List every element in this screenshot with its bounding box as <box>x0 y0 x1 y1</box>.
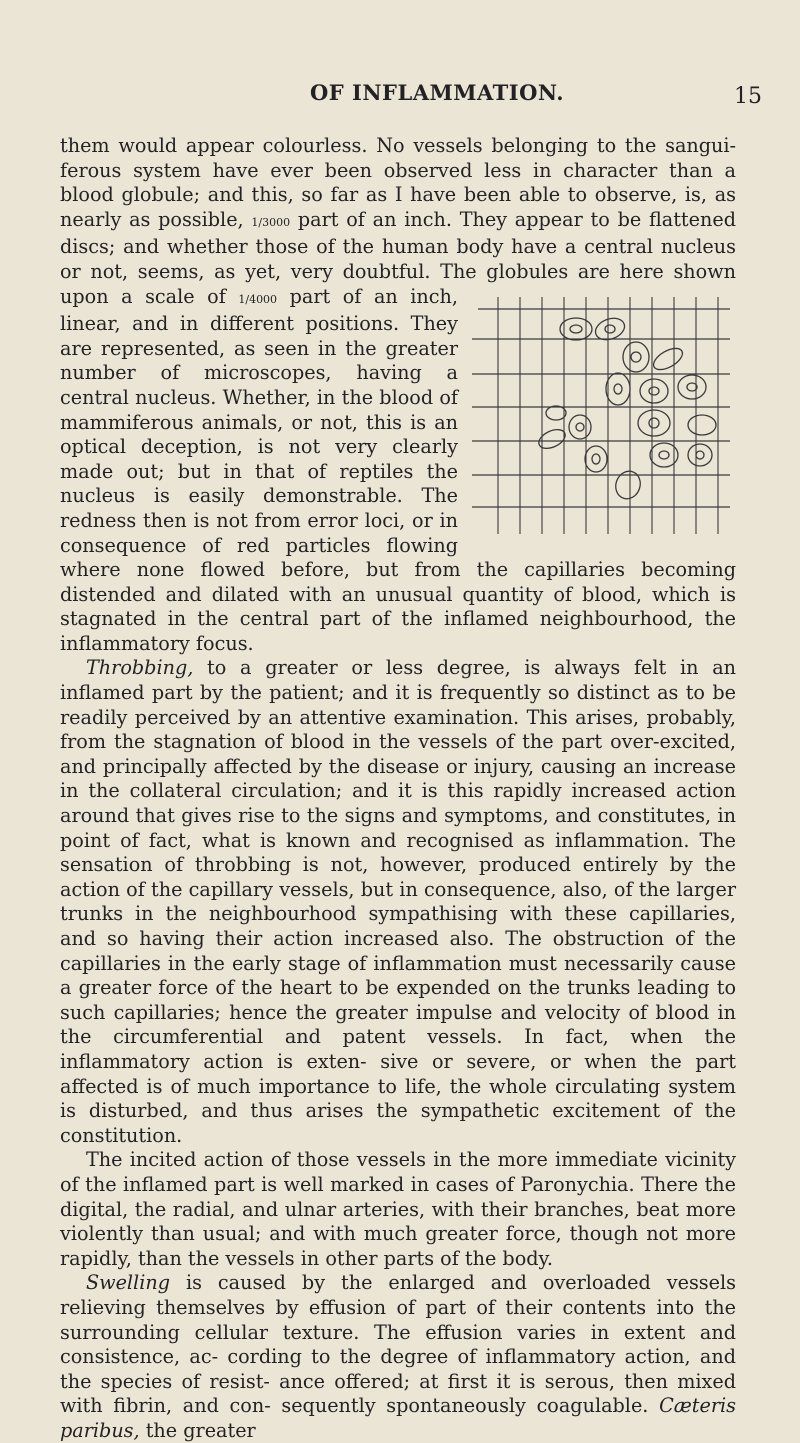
page-number: 15 <box>734 84 762 109</box>
paragraph-4 <box>60 1271 736 1443</box>
paragraph-4-text: is caused by the enlarged and overloaded vessels relieving themselves by effusion of part of their contents into the surrounding cellular texture. The effusion varies in extent and consistence, ac- cording to the degree of inflammatory action, and the species of resist- ance offered; at first it is serous, then mixed with fibrin, and con- sequently spontaneously coagulable. <box>60 1271 736 1418</box>
fraction-4000: 1/4000 <box>238 292 278 306</box>
caeteris-paribus: Cæteris paribus, <box>60 1394 736 1442</box>
fraction-3000: 1/3000 <box>251 215 291 229</box>
paragraph-4-tail: the greater <box>139 1418 256 1442</box>
body-text <box>60 134 736 1443</box>
paragraph-1-part-b: part of an inch. They appear to be flattened discs; and whether those of the human body have a central nucleus or not, seems, as yet, very doubtful. The globules are here shown upon a scale of <box>60 207 736 308</box>
page-header <box>0 78 800 112</box>
throbbing-term: Throbbing, <box>86 656 194 680</box>
blood-globules-engraving-icon <box>468 289 736 539</box>
running-title: OF INFLAMMATION. <box>310 80 565 105</box>
paragraph-2 <box>60 656 736 1148</box>
paragraph-2-text: to a greater or less degree, is always felt in an inflamed part by the patient; and it is frequently so distinct as to be readily perceived by an attentive examination. This arises, probably, from the stagnation of blood in the vessels of the part over-excited, and principally affected by the disease or injury, causing an increase in the collateral circulation; and it is this rapidly increased action around that gives rise to the signs and symptoms, and constitutes, in point of fact, what is known and recognised as inflammation. The sensation of throbbing is not, however, produced entirely by the action of the capillary vessels, but in consequence, also, of the larger trunks in the neighbourhood sympathising with these capillaries, and so having their action increased also. The obstruction of the capillaries in the early stage of inflammation must necessarily cause a greater force of the heart to be expended on the trunks leading to such capillaries; hence the greater impulse and velocity of blood in the circumferential and patent vessels. In fact, when the inflammatory action is exten- sive or severe, or when the part affected is of much importance to life, the whole circulating system is disturbed, and thus arises the sympathetic excitement of the constitution. <box>60 656 736 1147</box>
blood-globules-figure <box>468 289 736 539</box>
paragraph-1-part-a: them would appear colourless. No vessels belonging to the sangui- ferous system have ever been observed less in character than a blood globule; and this, so far as I have been able to observe, is, as nearly as possible, <box>60 134 736 231</box>
paragraph-1-part-c: part of an inch, linear, and in different positions. They are represented, as seen in the greater number of microscopes, having a central nucleus. Whether, in the blood of mammiferous animals, or not, this is an optical deception, is not very clearly made out; but in that of reptiles the nucleus is easily demonstrable. The redness then is not from error loci, or in consequence of red particles flowing where none flowed before, but from the capillaries becoming distended and dilated with an unusual quantity of blood, which is stagnated in the central part of the inflamed neighbourhood, the inflammatory focus. <box>60 284 736 655</box>
paragraph-3-text: The incited action of those vessels in the more immediate vicinity of the inflamed part is well marked in cases of Paronychia. There the digital, the radial, and ulnar arteries, with their branches, beat more violently than usual; and with much greater force, though not more rapidly, than the vessels in other parts of the body. <box>60 1148 736 1270</box>
paragraph-3 <box>60 1148 736 1271</box>
paragraph-1 <box>60 134 736 656</box>
swelling-term: Swelling <box>86 1271 170 1295</box>
